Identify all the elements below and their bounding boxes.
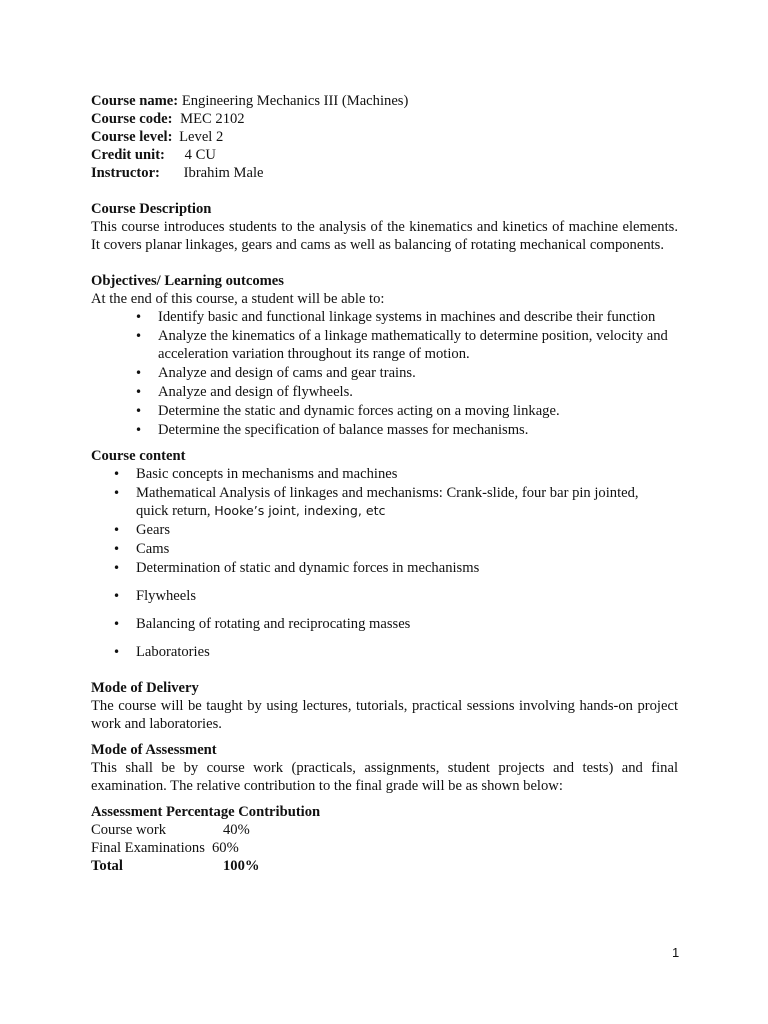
credit-unit-label: Credit unit: [91,147,165,163]
content-item: • Laboratories [136,643,678,661]
content-item: • Balancing of rotating and reciprocating masses [136,615,678,633]
objective-item: • Analyze and design of cams and gear trains. [158,364,678,382]
delivery-section [91,679,678,733]
contribution-value: 60% [212,840,239,856]
credit-unit-value: 4 CU [184,147,216,163]
objective-item: • Determine the specification of balance masses for mechanisms. [158,421,678,439]
content-item: • Basic concepts in mechanisms and machines [136,465,678,483]
course-info-block [91,92,678,182]
course-code-line [91,110,678,128]
content-item: • Gears [136,521,678,539]
contribution-label: Course work [91,822,166,838]
course-content-list [136,465,678,661]
course-description-heading: Course Description [91,201,212,217]
content-item: • Cams [136,540,678,558]
objective-item: • Analyze and design of flywheels. [158,383,678,401]
contribution-total-value: 100% [223,858,260,874]
course-level-line [91,128,678,146]
contribution-total-label: Total [91,858,123,874]
course-name-line [91,92,678,110]
page-number: 1 [672,945,680,960]
contribution-total-row [91,857,678,875]
objectives-list [158,308,678,439]
course-name-value: Engineering Mechanics III (Machines) [181,93,409,109]
content-item: • Flywheels [136,587,678,605]
course-description-section [91,200,678,254]
instructor-line [91,164,678,182]
delivery-heading: Mode of Delivery [91,680,199,696]
objective-item: • Determine the static and dynamic forces acting on a moving linkage. [158,402,678,420]
instructor-label: Instructor: [91,165,160,181]
delivery-text: The course will be taught by using lectures, tutorials, practical sessions involving hands-on project work and laboratories. [91,698,678,732]
content-item-text: Mathematical Analysis of linkages and mechanisms: Crank-slide, four bar pin jointed, [136,485,639,501]
contribution-label: Final Examinations [91,840,205,856]
contribution-heading: Assessment Percentage Contribution [91,804,321,820]
objective-item: • Analyze the kinematics of a linkage mathematically to determine position, velocity and acceleration variation throughout its range of motion. [158,327,678,363]
content-item [136,484,678,520]
course-code-label: Course code: [91,111,173,127]
contribution-row [91,839,678,857]
instructor-value: Ibrahim Male [183,165,264,181]
assessment-heading: Mode of Assessment [91,742,217,758]
course-name-label: Course name: [91,93,179,109]
course-content-section [91,447,678,661]
objectives-heading: Objectives/ Learning outcomes [91,273,284,289]
objectives-intro: At the end of this course, a student will be able to: [91,291,385,307]
course-level-value: Level 2 [179,129,224,145]
course-level-label: Course level: [91,129,173,145]
contribution-row [91,821,678,839]
objectives-section [91,272,678,439]
content-item: • Determination of static and dynamic forces in mechanisms [136,559,678,577]
document-page [91,92,678,875]
course-content-heading: Course content [91,448,186,464]
course-description-text: This course introduces students to the analysis of the kinematics and kinetics of machine elements. It covers planar linkages, gears and cams as well as balancing of rotating mechanical components. [91,219,678,253]
assessment-text: This shall be by course work (practicals, assignments, student projects and tests) and final examination. The relative contribution to the final grade will be as shown below: [91,760,678,794]
content-item-text-cont-b: Hooke’s joint, indexing, etc [214,503,386,518]
contribution-value: 40% [223,822,250,838]
contribution-section [91,803,678,875]
objective-item: • Identify basic and functional linkage systems in machines and describe their function [158,308,678,326]
credit-unit-line [91,146,678,164]
content-item-text-cont: quick return, [136,503,215,519]
assessment-section [91,741,678,795]
course-code-value: MEC 2102 [180,111,245,127]
